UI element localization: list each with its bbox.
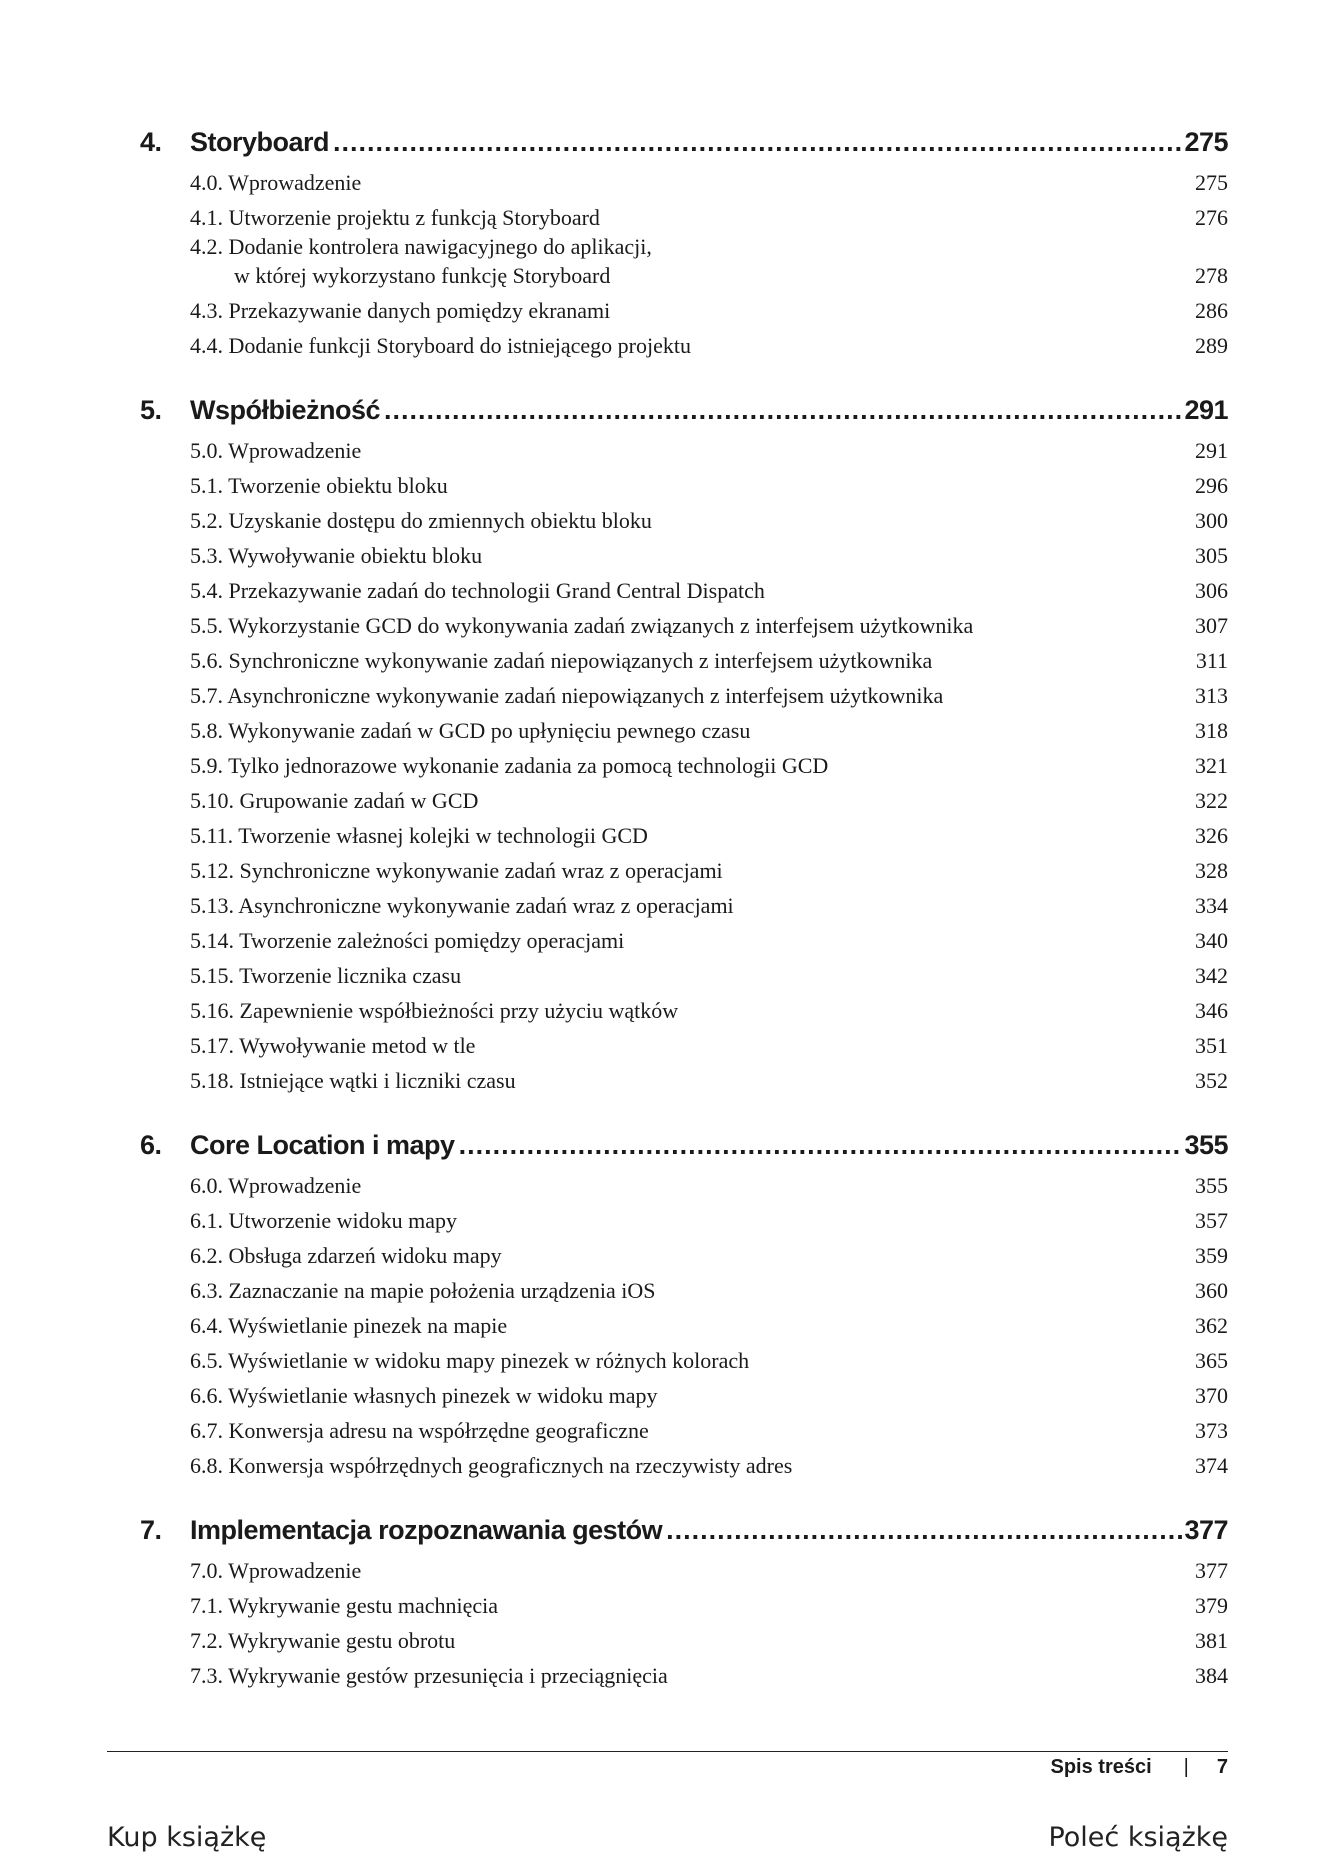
- toc-entry[interactable]: [190, 1305, 1228, 1340]
- chapter-page-number: 355: [1184, 1130, 1228, 1160]
- entry-title: 4.1. Utworzenie projektu z funkcją Storyboard: [190, 205, 600, 230]
- entry-title-block: [190, 1031, 1195, 1060]
- footer-page-number: 7: [1216, 1756, 1228, 1778]
- entry-title-block: [190, 203, 1195, 232]
- entry-page-number: 357: [1195, 1208, 1228, 1233]
- entry-title: 6.4. Wyświetlanie pinezek na mapie: [190, 1313, 508, 1338]
- entry-page-number: 318: [1195, 718, 1228, 743]
- toc-entry[interactable]: [190, 675, 1228, 710]
- entry-title: 7.1. Wykrywanie gestu machnięcia: [190, 1593, 498, 1618]
- entry-page-number: 379: [1195, 1593, 1228, 1618]
- toc-entry[interactable]: [190, 780, 1228, 815]
- entry-title: 6.0. Wprowadzenie: [190, 1173, 362, 1198]
- entry-title: 5.5. Wykorzystanie GCD do wykonywania zadań związanych z interfejsem użytkownika: [190, 613, 974, 638]
- entry-title: 5.10. Grupowanie zadań w GCD: [190, 788, 479, 813]
- entry-page-number: 326: [1195, 823, 1228, 848]
- chapter-heading[interactable]: [140, 122, 1228, 162]
- dot-leader: [384, 390, 1182, 430]
- entry-title-block: [190, 296, 1195, 325]
- entry-page-number: 342: [1195, 963, 1228, 988]
- chapter-heading[interactable]: [140, 1510, 1228, 1550]
- entry-title-block: [190, 1241, 1195, 1270]
- entry-title-block: [190, 1311, 1195, 1340]
- entry-page-number: 340: [1195, 928, 1228, 953]
- toc-entry[interactable]: [190, 1165, 1228, 1200]
- entry-title-block: [190, 232, 1195, 290]
- entry-page-number: 291: [1195, 438, 1228, 463]
- chapter-number: 7.: [140, 1515, 162, 1545]
- entry-page-number: 306: [1195, 578, 1228, 603]
- toc-entry[interactable]: [190, 885, 1228, 920]
- entry-title-block: [190, 786, 1195, 815]
- entry-page-number: 321: [1195, 753, 1228, 778]
- entry-page-number: 351: [1195, 1033, 1228, 1058]
- entry-title: 5.6. Synchroniczne wykonywanie zadań niepowiązanych z interfejsem użytkownika: [190, 648, 933, 673]
- entry-title: 6.7. Konwersja adresu na współrzędne geograficzne: [190, 1418, 649, 1443]
- toc-entry[interactable]: [190, 990, 1228, 1025]
- toc-entry[interactable]: [190, 1235, 1228, 1270]
- entry-title-block: [190, 996, 1195, 1025]
- toc-entry[interactable]: [190, 1375, 1228, 1410]
- chapter-heading[interactable]: [140, 390, 1228, 430]
- entry-page-number: 381: [1195, 1628, 1228, 1653]
- entry-title-block: [190, 1346, 1195, 1375]
- entry-title: 5.8. Wykonywanie zadań w GCD po upłynięciu pewnego czasu: [190, 718, 751, 743]
- toc-entry[interactable]: [190, 197, 1228, 232]
- entry-title: 5.15. Tworzenie licznika czasu: [190, 963, 462, 988]
- entry-title-block: [190, 1381, 1195, 1410]
- entry-title-block: [190, 751, 1195, 780]
- entry-title: 5.2. Uzyskanie dostępu do zmiennych obiektu bloku: [190, 508, 652, 533]
- entry-title: 5.7. Asynchroniczne wykonywanie zadań niepowiązanych z interfejsem użytkownika: [190, 683, 944, 708]
- entry-title: 7.3. Wykrywanie gestów przesunięcia i przeciągnięcia: [190, 1663, 668, 1688]
- toc-entry[interactable]: [190, 1620, 1228, 1655]
- toc-entry[interactable]: [190, 605, 1228, 640]
- toc-entry[interactable]: [190, 920, 1228, 955]
- entry-page-number: 360: [1195, 1278, 1228, 1303]
- entry-title: 4.0. Wprowadzenie: [190, 170, 362, 195]
- toc-entry[interactable]: [190, 1060, 1228, 1095]
- entry-title: 7.2. Wykrywanie gestu obrotu: [190, 1628, 456, 1653]
- section-list: [190, 1550, 1228, 1690]
- toc-entry[interactable]: [190, 570, 1228, 605]
- section-list: [190, 162, 1228, 360]
- toc-entry[interactable]: [190, 535, 1228, 570]
- entry-title-block: [190, 961, 1195, 990]
- toc-entry[interactable]: [190, 290, 1228, 325]
- entry-title: 5.13. Asynchroniczne wykonywanie zadań wraz z operacjami: [190, 893, 734, 918]
- entry-title-block: [190, 168, 1195, 197]
- toc-entry[interactable]: [190, 815, 1228, 850]
- entry-page-number: 322: [1195, 788, 1228, 813]
- toc-entry[interactable]: [190, 1550, 1228, 1585]
- chapter-number: 6.: [140, 1130, 162, 1160]
- entry-page-number: 373: [1195, 1418, 1228, 1443]
- entry-page-number: 275: [1195, 170, 1228, 195]
- entry-title-continuation: w której wykorzystano funkcję Storyboard: [234, 263, 611, 288]
- section-list: [190, 1165, 1228, 1480]
- entry-title-block: [190, 1171, 1195, 1200]
- entry-title-block: [190, 541, 1195, 570]
- toc-entry[interactable]: [190, 1585, 1228, 1620]
- entry-title: 4.2. Dodanie kontrolera nawigacyjnego do aplikacji,: [190, 234, 652, 259]
- chapter-page-number: 275: [1184, 127, 1228, 157]
- chapter-page-number: 377: [1184, 1515, 1228, 1545]
- buy-book-link[interactable]: Kup książkę: [107, 1822, 267, 1853]
- entry-page-number: 286: [1195, 298, 1228, 323]
- entry-page-number: 305: [1195, 543, 1228, 568]
- entry-page-number: 296: [1195, 473, 1228, 498]
- entry-page-number: 355: [1195, 1173, 1228, 1198]
- footer-separator: |: [1183, 1756, 1189, 1778]
- entry-page-number: 276: [1195, 205, 1228, 230]
- entry-title: 5.16. Zapewnienie współbieżności przy użyciu wątków: [190, 998, 679, 1023]
- entry-title: 4.3. Przekazywanie danych pomiędzy ekranami: [190, 298, 611, 323]
- entry-page-number: 365: [1195, 1348, 1228, 1373]
- toc-entry[interactable]: [190, 465, 1228, 500]
- entry-title-block: [190, 1276, 1195, 1305]
- entry-title: 6.2. Obsługa zdarzeń widoku mapy: [190, 1243, 502, 1268]
- toc-chapter: [140, 390, 1228, 1095]
- entry-page-number: 346: [1195, 998, 1228, 1023]
- toc-entry[interactable]: [190, 500, 1228, 535]
- entry-page-number: 334: [1195, 893, 1228, 918]
- entry-page-number: 352: [1195, 1068, 1228, 1093]
- entry-title-block: [190, 471, 1195, 500]
- entry-page-number: 374: [1195, 1453, 1228, 1478]
- entry-page-number: 289: [1195, 333, 1228, 358]
- dot-leader: [333, 122, 1182, 162]
- entry-title: 5.14. Tworzenie zależności pomiędzy operacjami: [190, 928, 625, 953]
- toc-chapter: [140, 122, 1228, 360]
- toc-entry[interactable]: [190, 1655, 1228, 1690]
- section-list: [190, 430, 1228, 1095]
- entry-page-number: 384: [1195, 1663, 1228, 1688]
- entry-title-block: [190, 1066, 1195, 1095]
- toc-entry[interactable]: [190, 1410, 1228, 1445]
- toc-entry[interactable]: [190, 745, 1228, 780]
- recommend-book-link[interactable]: Poleć książkę: [1048, 1822, 1228, 1853]
- chapter-title: Współbieżność: [190, 395, 381, 425]
- entry-title: 5.3. Wywoływanie obiektu bloku: [190, 543, 483, 568]
- entry-page-number: 370: [1195, 1383, 1228, 1408]
- entry-title: 6.5. Wyświetlanie w widoku mapy pinezek w różnych kolorach: [190, 1348, 750, 1373]
- toc-entry[interactable]: [190, 710, 1228, 745]
- entry-title: 5.9. Tylko jednorazowe wykonanie zadania za pomocą technologii GCD: [190, 753, 829, 778]
- entry-page-number: 300: [1195, 508, 1228, 533]
- toc-entry[interactable]: [190, 955, 1228, 990]
- entry-title-block: [190, 646, 1196, 675]
- chapter-heading[interactable]: [140, 1125, 1228, 1165]
- entry-title-block: [190, 1451, 1195, 1480]
- entry-title: 7.0. Wprowadzenie: [190, 1558, 362, 1583]
- chapter-title: Implementacja rozpoznawania gestów: [190, 1515, 663, 1545]
- entry-title-block: [190, 716, 1195, 745]
- entry-title: 6.3. Zaznaczanie na mapie położenia urządzenia iOS: [190, 1278, 656, 1303]
- entry-title: 6.8. Konwersja współrzędnych geograficznych na rzeczywisty adres: [190, 1453, 793, 1478]
- toc-chapter: [140, 1510, 1228, 1690]
- entry-title-block: [190, 1556, 1195, 1585]
- entry-title-block: [190, 856, 1195, 885]
- entry-page-number: 313: [1195, 683, 1228, 708]
- entry-title: 5.11. Tworzenie własnej kolejki w technologii GCD: [190, 823, 648, 848]
- entry-title-block: [190, 331, 1195, 360]
- toc-entry[interactable]: [190, 162, 1228, 197]
- entry-page-number: 311: [1195, 648, 1228, 673]
- table-of-contents: [140, 122, 1228, 1720]
- entry-title: 6.6. Wyświetlanie własnych pinezek w widoku mapy: [190, 1383, 658, 1408]
- entry-title-block: [190, 1591, 1195, 1620]
- entry-title-block: [190, 926, 1195, 955]
- running-footer: [1051, 1756, 1229, 1779]
- entry-title: 5.17. Wywoływanie metod w tle: [190, 1033, 476, 1058]
- toc-entry[interactable]: [190, 1445, 1228, 1480]
- entry-title-block: [190, 576, 1195, 605]
- toc-entry[interactable]: [190, 850, 1228, 885]
- entry-page-number: 377: [1195, 1558, 1228, 1583]
- entry-title-block: [190, 1626, 1195, 1655]
- entry-title-block: [190, 611, 1195, 640]
- toc-entry[interactable]: [190, 325, 1228, 360]
- toc-entry[interactable]: [190, 1270, 1228, 1305]
- toc-entry[interactable]: [190, 1200, 1228, 1235]
- toc-chapter: [140, 1125, 1228, 1480]
- entry-page-number: 362: [1195, 1313, 1228, 1338]
- entry-page-number: 328: [1195, 858, 1228, 883]
- entry-title-block: [190, 506, 1195, 535]
- entry-title-block: [190, 821, 1195, 850]
- entry-title: 5.1. Tworzenie obiektu bloku: [190, 473, 448, 498]
- entry-title-block: [190, 436, 1195, 465]
- dot-leader: [666, 1510, 1182, 1550]
- footer-divider: [107, 1751, 1228, 1752]
- entry-title-block: [190, 681, 1195, 710]
- entry-title: 6.1. Utworzenie widoku mapy: [190, 1208, 457, 1233]
- chapter-title: Core Location i mapy: [190, 1130, 455, 1160]
- entry-title: 5.12. Synchroniczne wykonywanie zadań wraz z operacjami: [190, 858, 723, 883]
- footer-section-title: Spis treści: [1050, 1756, 1152, 1778]
- chapter-title: Storyboard: [190, 127, 330, 157]
- entry-page-number: 278: [1195, 263, 1228, 288]
- entry-title: 5.0. Wprowadzenie: [190, 438, 362, 463]
- toc-entry[interactable]: [190, 232, 1228, 290]
- entry-title: 5.4. Przekazywanie zadań do technologii Grand Central Dispatch: [190, 578, 765, 603]
- toc-entry[interactable]: [190, 1025, 1228, 1060]
- chapter-number: 5.: [140, 395, 162, 425]
- entry-title-block: [190, 1661, 1195, 1690]
- toc-entry[interactable]: [190, 1340, 1228, 1375]
- entry-title-block: [190, 891, 1195, 920]
- toc-entry[interactable]: [190, 430, 1228, 465]
- entry-title: 4.4. Dodanie funkcji Storyboard do istniejącego projektu: [190, 333, 691, 358]
- entry-title-block: [190, 1206, 1195, 1235]
- entry-title: 5.18. Istniejące wątki i liczniki czasu: [190, 1068, 516, 1093]
- chapter-page-number: 291: [1184, 395, 1228, 425]
- chapter-number: 4.: [140, 127, 162, 157]
- entry-page-number: 359: [1195, 1243, 1228, 1268]
- dot-leader: [459, 1125, 1183, 1165]
- entry-title-block: [190, 1416, 1195, 1445]
- entry-page-number: 307: [1195, 613, 1228, 638]
- toc-entry[interactable]: [190, 640, 1228, 675]
